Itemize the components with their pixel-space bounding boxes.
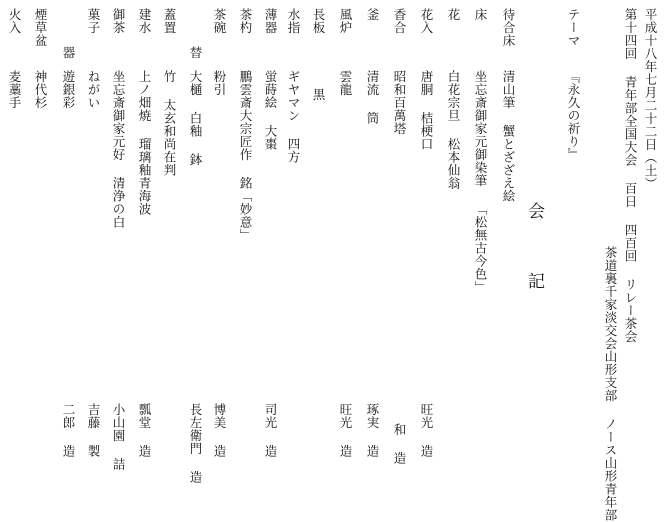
header-organizer-column [600, 8, 620, 522]
title-char-kai: 会 [528, 202, 545, 222]
row-label: テーマ [566, 8, 581, 47]
row-hiire [4, 8, 24, 483]
row-ocha [108, 8, 128, 483]
row-main: 神代杉 [33, 70, 48, 109]
row-kensui [134, 8, 154, 483]
row-main: 昭和百萬塔 [392, 70, 407, 135]
row-nagaita [308, 8, 328, 483]
row-maker: 旺光 造 [338, 403, 353, 458]
row-main: 清山筆 蟹とざざえ絵 [501, 70, 516, 203]
row-maker: 和 造 [392, 423, 407, 465]
row-main: 粉引 [212, 70, 227, 96]
row-utsuwa [58, 8, 78, 483]
row-label: 水指 [286, 8, 301, 34]
row-label: 茶碗 [212, 8, 227, 34]
row-main: 白花宗旦 松本仙翁 [446, 70, 461, 190]
row-main: 上ノ畑焼 瑠璃釉青海波 [137, 70, 152, 216]
row-main: 坐忘斎御家元好 清浄の白 [111, 70, 126, 229]
header-event-column [620, 8, 640, 483]
row-kashi [83, 8, 103, 483]
row-kama [362, 8, 382, 483]
header-date-column [640, 8, 660, 483]
row-maker: 吉藤 製 [86, 403, 101, 458]
row-kae [185, 8, 205, 483]
row-label: 建水 [137, 8, 152, 34]
row-label: 花入 [419, 8, 434, 34]
row-maker: 瓢堂 造 [137, 403, 152, 458]
row-label: 薄器 [263, 8, 278, 34]
row-main: 遊銀彩 [61, 70, 76, 109]
row-kogo [389, 8, 409, 483]
header-date: 平成十八年七月二十二日（土） [643, 8, 658, 190]
row-main: ギヤマン 四方 [286, 70, 301, 164]
row-label: 器 [61, 46, 76, 59]
row-hanaire [416, 8, 436, 483]
row-label: 床 [473, 8, 488, 21]
row-toko [470, 8, 490, 483]
row-maker: 小山園 詰 [111, 403, 126, 471]
row-label: 茶杓 [238, 8, 253, 34]
row-label: 釜 [365, 8, 380, 21]
row-label: 風炉 [338, 8, 353, 34]
row-label: 待合床 [501, 8, 516, 47]
row-main: 雲龍 [338, 70, 353, 96]
row-main: 坐忘斎御家元御染筆 「松無古今色」 [473, 70, 488, 294]
header-event: 第十四回 青年部全国大会 百日 四百回 リレー茶会 [623, 8, 638, 343]
row-main: 竹 太玄和尚在判 [162, 70, 177, 177]
row-label: 御茶 [111, 8, 126, 34]
row-mizusashi [283, 8, 303, 483]
row-label: 替 [188, 46, 203, 59]
row-tabakobon [30, 8, 50, 483]
row-label: 花 [446, 8, 461, 21]
row-maker: 二郎 造 [61, 403, 76, 458]
row-furo [335, 8, 355, 483]
row-maker: 博美 造 [212, 403, 227, 458]
row-label: 火入 [7, 8, 22, 34]
row-label: 長板 [311, 8, 326, 34]
row-maker: 旺光 造 [419, 403, 434, 458]
row-label: 菓子 [86, 8, 101, 34]
document-title [528, 200, 552, 300]
row-main: 大樋 白釉 鉢 [188, 70, 203, 166]
row-main: 清流 筒 [365, 70, 380, 125]
row-futaoki [159, 8, 179, 483]
row-chawan [209, 8, 229, 483]
row-main: 蛍蒔絵 大棗 [263, 70, 278, 151]
header-organizer: 茶道裏千家淡交会山形支部 ノース山形青年部 [603, 246, 618, 522]
row-maker: 琢実 造 [365, 403, 380, 458]
row-label: 蓋置 [162, 8, 177, 34]
row-main: 鵬雲斎大宗匠作 銘「妙意」 [238, 70, 253, 242]
row-machiai-toko [498, 8, 518, 483]
row-maker: 司光 造 [263, 403, 278, 458]
row-main: 黒 [311, 88, 326, 101]
row-theme [563, 8, 583, 483]
row-maker: 長左衛門 造 [188, 403, 203, 484]
row-label: 煙草盆 [33, 8, 48, 47]
row-label: 香合 [392, 8, 407, 34]
row-hana [443, 8, 463, 483]
title-char-ki: 記 [528, 272, 545, 292]
row-main: ねがい [86, 70, 101, 109]
row-hakki [260, 8, 280, 483]
row-main: 唐胴 桔梗口 [419, 70, 434, 151]
row-main: 麦藁手 [7, 70, 22, 109]
row-main: 『永久の祈り』 [566, 70, 581, 161]
row-chashaku [235, 8, 255, 483]
